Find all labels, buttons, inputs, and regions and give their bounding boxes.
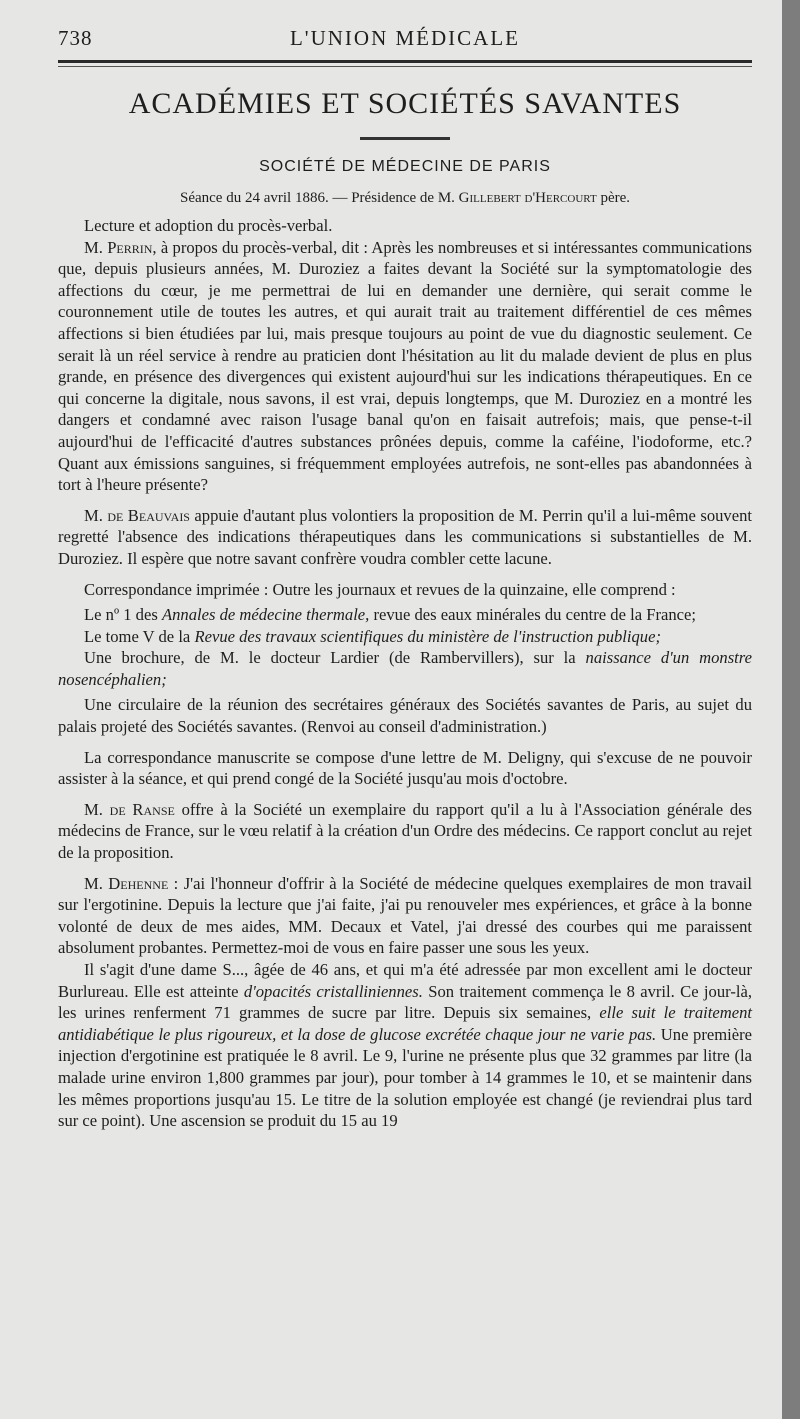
item-title: Revue des travaux scientifiques du ministère de l'instruction publique;: [194, 626, 661, 646]
paragraph-italic: d'opacités cristalliniennes.: [243, 981, 423, 1001]
article-body: [58, 215, 752, 1132]
paragraph-correspondance-imprimee: Correspondance imprimée : Outre les journaux et revues de la quinzaine, elle comprend :: [84, 579, 676, 599]
speaker-name: M. Perrin,: [84, 237, 157, 257]
paragraph-dehenne: [58, 873, 752, 959]
item-title: naissance d'un monstre nosencéphalien;: [58, 648, 752, 689]
paragraph-perrin: [58, 237, 752, 496]
page-number: 738: [58, 26, 93, 50]
paragraph-beauvais: [58, 505, 752, 570]
speaker-name: M. Dehenne: [84, 873, 169, 893]
running-head: [58, 20, 752, 50]
society-name: SOCIÉTÉ DE MÉDECINE DE PARIS: [259, 158, 551, 175]
paragraph-ranse: [58, 799, 752, 864]
paragraph-correspondance-manuscrite: La correspondance manuscrite se compose d'une lettre de M. Deligny, qui s'excuse de ne pouvoir assister à la séance, et qui prend congé de la Société jusqu'au mois d'octobre.: [58, 747, 752, 789]
item-text: Une brochure, de M. le docteur Lardier (de Rambervillers), sur la: [84, 648, 586, 668]
paragraph-text: Une première injection d'ergotinine est pratiquée le 8 avril. Le 9, l'urine ne présente plus que 32 grammes par litre (la malade urine environ 1,800 grammes par jour), pour tomber à 14 grammes le 10, et se maintenir dans les mêmes proportions jusqu'au 15. Le titre de la solution employée est changé (je reviendrai plus tard sur ce point). Une ascension se produit du 15 au 19: [58, 1024, 752, 1131]
title-divider: [360, 137, 450, 140]
paragraph-text: offre à la Société un exemplaire du rapport qu'il a lu à l'Association générale des médecins de France, sur le vœu relatif à la création d'un Ordre des médecins. Ce rapport conclut au rejet de la proposition.: [58, 799, 752, 863]
item-text: Le nº 1 des: [84, 605, 162, 625]
list-item: [58, 626, 752, 648]
seance-prefix: Séance du 24 avril 1886. — Présidence de M.: [179, 190, 459, 206]
speaker-name: M. de Ranse: [84, 799, 175, 819]
paragraph-case-report: [58, 959, 752, 1132]
paragraph-text: appuie d'autant plus volontiers la proposition de M. Perrin qu'il a lui-même souvent regretté l'absence des indications thérapeutiques dans les communications si substantielles de M. Duroziez. Il espère que notre savant confrère voudra combler cette lacune.: [58, 505, 752, 568]
list-item: Une circulaire de la réunion des secrétaires généraux des Sociétés savantes de Paris, au sujet du palais projeté des Sociétés savantes. (Renvoi au conseil d'administration.): [58, 695, 752, 737]
paragraph-text: à propos du procès-verbal, dit : Après les nombreuses et si intéressantes communications que, depuis plusieurs années, M. Duroziez a faites devant la Société sur la symptomatologie des affections du cœur, je me permettrai de lui en demander une dernière, qui serait comme le couronnement utile de toutes les autres, et qui aurait trait au traitement différentiel de ces mêmes affections si bien étudiées par lui, mais presque toujours au point de vue du diagnostic seulement. Ce serait là un réel service à rendre au praticien dont l'hésitation au lit du malade devient de plus en plus grande, en présence des divergences qui existent aujourd'hui sur les indications thérapeutiques. En ce qui concerne la digitale, nous savons, il est vrai, depuis longtemps, que M. Duroziez en a montré les dangers et condamné avec raison l'usage banal qu'on en faisait autrefois; mais, que pense-t-il aujourd'hui de l'efficacité d'autres substances prônées depuis, comme la caféine, l'iodoforme, etc.? Quant aux émissions sanguines, si fréquemment employées autrefois, ne sont-elles pas abandonnées à tort à l'heure présente?: [58, 237, 752, 495]
list-item: [58, 604, 752, 626]
paragraph-italic: elle suit le traitement antidiabétique le plus rigoureux, et la dose de glucose excrétée chaque jour ne varie pas.: [58, 1003, 752, 1044]
header-rule: [58, 60, 752, 63]
header-rule-thin: [58, 66, 752, 67]
item-text: Le tome V de la: [84, 626, 195, 646]
seance-president: Gillebert d'Hercourt: [458, 190, 597, 206]
paragraph-text: : J'ai l'honneur d'offrir à la Société de médecine quelques exemplaires de mon travail sur l'ergotinine. Depuis la lecture que j'ai faite, j'ai pu renouveler mes expériences, et grâce à la bonne volonté de deux de mes aides, MM. Decaux et Vatel, j'ai dressé des courbes qui me paraissent absolument probantes. Permettez-moi de vous en faire passer une sous les yeux.: [58, 873, 752, 958]
item-title: Annales de médecine thermale,: [161, 605, 370, 625]
list-item: [58, 647, 752, 690]
speaker-name: M. de Beauvais: [84, 505, 190, 525]
seance-line: [58, 190, 752, 207]
seance-suffix: père.: [596, 190, 630, 206]
section-title: ACADÉMIES ET SOCIÉTÉS SAVANTES: [128, 87, 682, 120]
journal-title: L'UNION MÉDICALE: [289, 26, 520, 50]
paragraph-text: Son traitement commença le 8 avril. Ce jour-là, les urines renferment 71 grammes de sucre par litre. Depuis six semaines,: [58, 981, 752, 1023]
paragraph-minutes: Lecture et adoption du procès-verbal.: [84, 216, 333, 235]
paragraph-text: Il s'agit d'une dame S..., âgée de 46 ans, et qui m'a été adressée par mon excellent ami le docteur Burlureau. Elle est atteinte: [58, 960, 752, 1001]
item-text: revue des eaux minérales du centre de la France;: [369, 605, 696, 625]
